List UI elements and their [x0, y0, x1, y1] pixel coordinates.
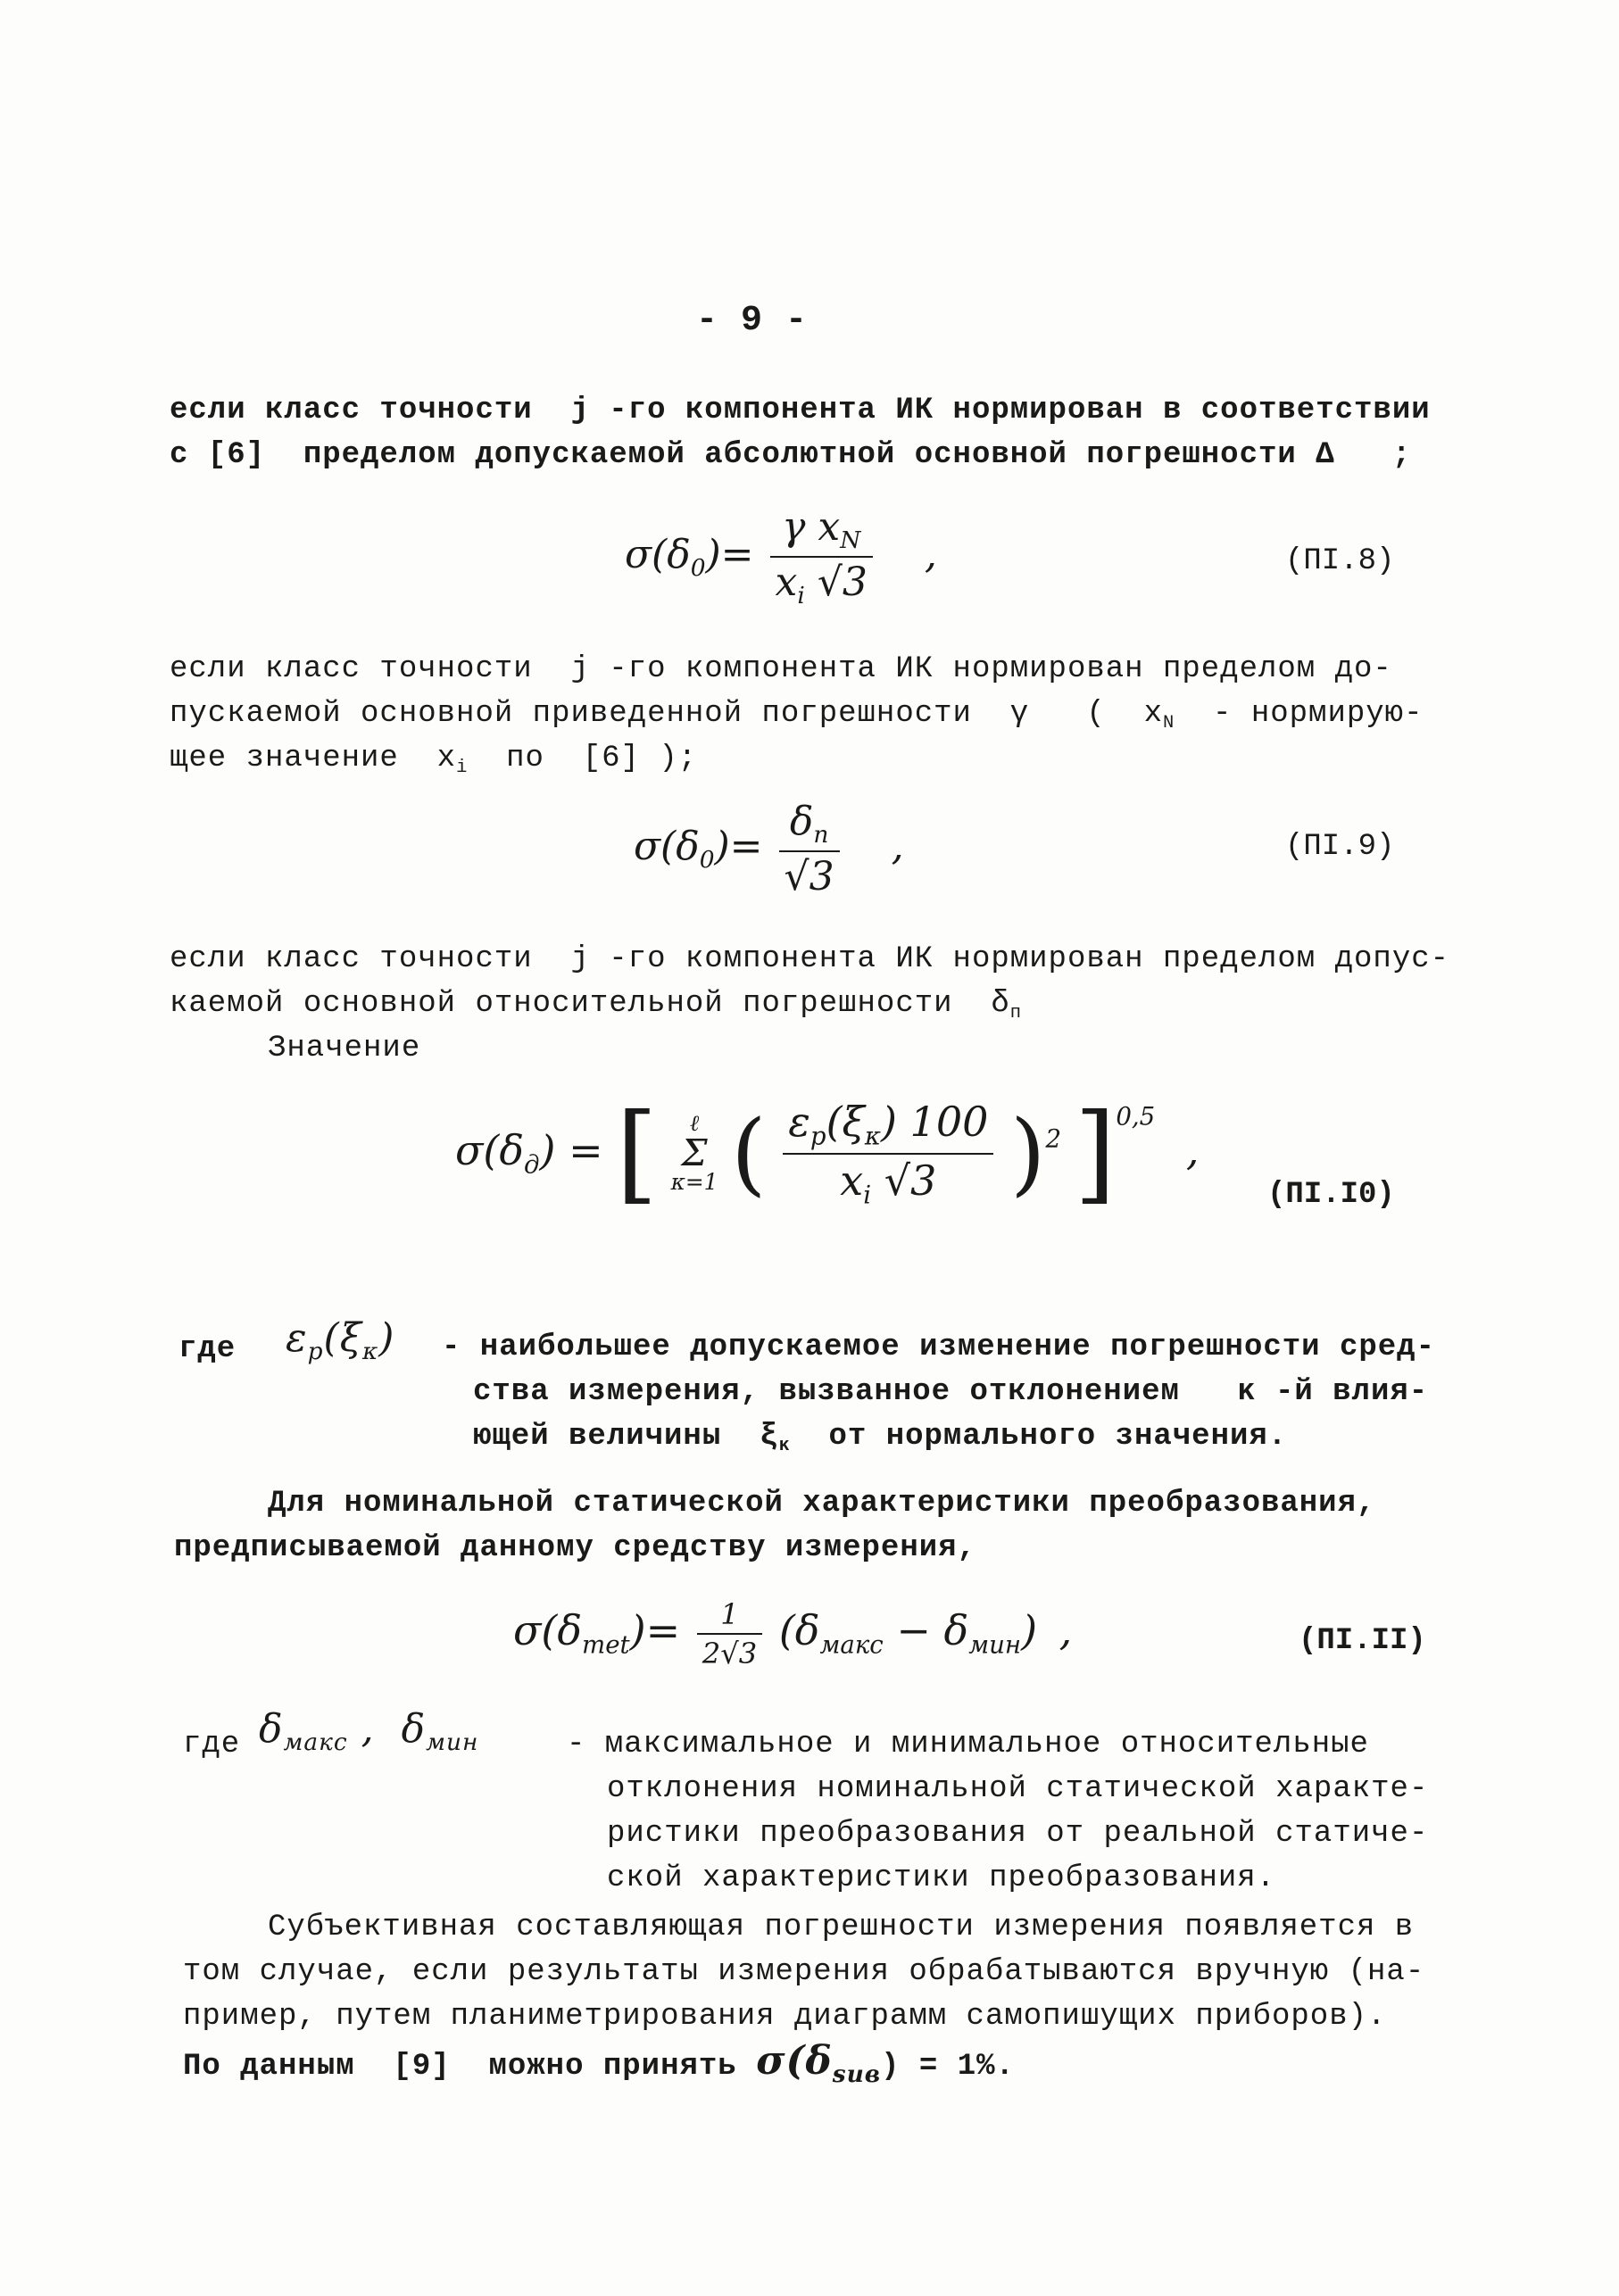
para2-line3: щее значение $x_i$ по [6] ); [170, 742, 698, 779]
eq10-fraction: $\frac{\varepsilon_p(\xi_\kappa) 100}{x_i √3}$ [783, 1098, 993, 1209]
where1-symbol: $\varepsilon_p(\xi_\kappa)$ [286, 1315, 395, 1366]
where1-line3: ющей величины $\xi_\kappa$ от нормального значения. [473, 1420, 1288, 1457]
where1-line1: - наибольшее допускаемое изменение погрешности сред- [442, 1330, 1435, 1364]
where2-line4: ской характеристики преобразования. [607, 1861, 1276, 1895]
eq10-right-bracket: ] [1074, 1090, 1117, 1215]
eq9-fraction: $\frac{\delta_п}{√3}$ [779, 799, 840, 899]
where2-line3: ристики преобразования от реальной статиче- [607, 1817, 1429, 1851]
where2-word: где [183, 1728, 241, 1761]
para3-line1: если класс точности j -го компонента ИК нормирован пределом допус- [170, 942, 1450, 976]
equation-label-p1-9: (ПI.9) [1285, 830, 1395, 864]
para4-line1: Для номинальной статической характеристики преобразования, [268, 1487, 1376, 1521]
eq10-left-bracket: [ [616, 1090, 658, 1215]
equation-label-p1-11: (ПI.II) [1299, 1624, 1426, 1658]
para2-line2: пускаемой основной приведенной погрешности γ ( $x_N$ - нормирую- [170, 697, 1424, 734]
para1-line2: с [6] пределом допускаемой абсолютной основной погрешности Δ ; [170, 438, 1412, 472]
page-number: - 9 - [696, 301, 809, 341]
eq11-difference: $(\delta_{макс} - \delta_{мин})$ [778, 1606, 1038, 1660]
where2-line1: - максимальное и минимальное относительные [567, 1728, 1369, 1761]
para5-line4: По данным [9] можно принять $\sigma(\delta_{suв}) = 1\%$. [183, 2038, 1015, 2089]
eq10-left-paren: ( [731, 1100, 767, 1206]
equation-p1-11: $\sigma(\delta_{met})=$ $\frac{1}{2√3}$ $(\delta_{макс} - \delta_{мин})$ , [513, 1597, 1073, 1670]
eq8-fraction: $\frac{\gamma x_N}{x_i √3}$ [770, 504, 873, 609]
equation-p1-8: $\sigma(\delta_0)=$ $\frac{\gamma x_N}{x_i √3}$ , [625, 504, 937, 610]
eq9-lhs: $\sigma(\delta_0)=$ [634, 824, 763, 874]
eq8-lhs: $\sigma(\delta_0)=$ [625, 531, 754, 582]
where2-symbols: $\delta_{макс}$ , $\delta_{мин}$ [259, 1706, 479, 1757]
para5-line1: Субъективная составляющая погрешности измерения появляется в [268, 1911, 1415, 1944]
equation-label-p1-10: (ПI.I0) [1267, 1178, 1395, 1212]
para5-line3: пример, путем планиметрирования диаграмм самопишущих приборов). [183, 2000, 1387, 2034]
where2-line2: отклонения номинальной статической характе- [607, 1772, 1429, 1806]
eq10-lhs: $\sigma(\delta_д)$ = [455, 1125, 603, 1180]
para3-line2: каемой основной относительной погрешности $\delta_п$ [170, 987, 1022, 1024]
equation-p1-9: $\sigma(\delta_0)=$ $\frac{\delta_п}{√3}$ , [634, 799, 904, 900]
eq10-right-paren: ) [1009, 1100, 1046, 1206]
equation-p1-10: $\sigma(\delta_д)$ = [ ℓ Σ κ=1 ( $\frac{\varepsilon_p(\xi_\kappa) 100}{x_i √3}$ )$^2$ ]$^{0,5}$ , [455, 1090, 1200, 1215]
eq11-fraction: $\frac{1}{2√3}$ [697, 1597, 762, 1670]
eq11-lhs: $\sigma(\delta_{met})=$ [513, 1606, 681, 1660]
equation-label-p1-8: (ПI.8) [1285, 544, 1395, 578]
where1-word: где [179, 1332, 237, 1366]
para2-line1: если класс точности j -го компонента ИК нормирован пределом до- [170, 652, 1392, 686]
where1-line2: ства измерения, вызванное отклонением κ -й влия- [473, 1375, 1429, 1409]
para5-line2: том случае, если результаты измерения обрабатываются вручную (на- [183, 1955, 1425, 1989]
para1-line1: если класс точности j -го компонента ИК нормирован в соответствии [170, 394, 1431, 427]
para4-line2: предписываемой данному средству измерения, [174, 1531, 976, 1565]
eq10-sum: ℓ Σ κ=1 [670, 1110, 718, 1196]
para3-line3: Значение [268, 1032, 421, 1065]
